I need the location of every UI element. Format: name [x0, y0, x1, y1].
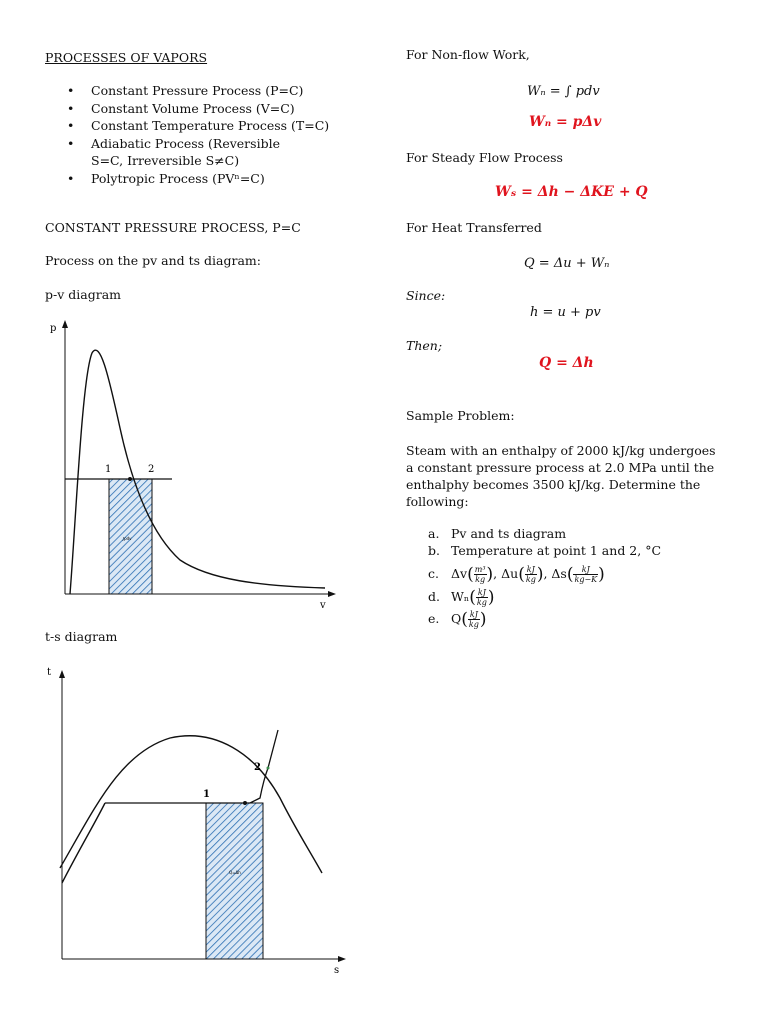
ts-liquid-line	[62, 803, 105, 883]
pv-y-arrow	[62, 320, 68, 328]
pv-state-point	[128, 477, 132, 481]
eq-nonflow-integral: Wₙ = ∫ pdv	[527, 84, 600, 99]
fraction: $\frac{kJ}{kg}$	[525, 565, 536, 584]
page-title: PROCESSES OF VAPORS	[45, 50, 208, 65]
ts-state-point	[243, 801, 247, 805]
pv-point-2: 2	[148, 464, 155, 475]
list-item: e. Q( $\frac{kJ}{kg}$ )	[428, 609, 487, 630]
eq-nonflow-work: Wₙ = pΔv	[529, 114, 602, 130]
nonflow-heading: For Non-flow Work,	[406, 47, 530, 62]
question-list	[406, 525, 736, 631]
work-text: Wₙ	[451, 588, 470, 604]
heat-text: Q	[451, 611, 462, 626]
ts-point-2: 2	[254, 762, 261, 773]
ts-x-arrow	[338, 956, 346, 962]
section-heading: CONSTANT PRESSURE PROCESS, P=C	[45, 220, 301, 235]
item-label: e.	[428, 611, 440, 626]
pv-x-arrow	[328, 591, 336, 597]
item-text: Pv and ts diagram	[451, 526, 567, 541]
heat-heading: For Heat Transferred	[406, 220, 542, 235]
item-label: d.	[428, 588, 440, 604]
item-label: a.	[428, 526, 440, 541]
pv-point-1: 1	[105, 464, 112, 475]
process-text: Process on the pv and ts diagram:	[45, 253, 261, 268]
sample-heading: Sample Problem:	[406, 408, 515, 423]
since-label: Since:	[406, 288, 446, 303]
fraction: $\frac{\text{m³}}{kg}$	[474, 565, 486, 584]
item-label: c.	[428, 566, 439, 581]
ts-diagram-label: t-s diagram	[45, 629, 118, 644]
item-label: b.	[428, 543, 440, 558]
delta-s-text: , Δs	[543, 566, 567, 581]
process-list	[45, 82, 345, 187]
fraction: $\frac{kJ}{kg}$	[476, 587, 487, 607]
ts-diagram	[40, 658, 350, 978]
pv-diagram	[40, 318, 340, 618]
ts-point-1: 1	[203, 789, 210, 800]
ts-point-2-marker	[267, 767, 270, 770]
list-item	[406, 525, 736, 542]
list-item	[406, 542, 736, 559]
then-label: Then;	[406, 338, 443, 353]
pv-area-label: ∫pdv	[122, 536, 132, 541]
steady-flow-heading: For Steady Flow Process	[406, 150, 563, 165]
ts-saturation-dome	[60, 736, 322, 873]
ts-area-label: Q=Δh	[229, 870, 241, 875]
ts-x-label: s	[334, 965, 340, 976]
pv-x-label: v	[320, 600, 326, 611]
delta-v-text: Δv	[451, 566, 468, 581]
list-item: c. Δv( $\frac{\text{m³}}{kg}$ ), Δu( $\frac{kJ}{kg}$ ), Δs( $\frac{kJ}{kg-K}$ )	[428, 564, 605, 585]
eq-heat: Q = Δu + Wₙ	[524, 256, 610, 271]
fraction: $\frac{kJ}{kg-K}$	[574, 565, 598, 584]
ts-area	[206, 803, 263, 959]
pv-y-label: p	[50, 323, 57, 334]
eq-steady-flow: Wₛ = Δh − ΔKE + Q	[495, 184, 648, 200]
eq-since: h = u + pv	[530, 305, 601, 320]
list-item: • Polytropic Process (PVⁿ=C)	[45, 170, 345, 188]
delta-u-text: , Δu	[493, 566, 519, 581]
ts-y-label: t	[47, 667, 52, 678]
item-text: Temperature at point 1 and 2, °C	[451, 543, 662, 558]
problem-text: Steam with an enthalpy of 2000 kJ/kg undergoes a constant pressure process at 2.0 MPa until the enthalphy becomes 3500 kJ/kg. Determine the following:	[406, 443, 716, 509]
list-item: • Constant Volume Process (V=C)	[45, 100, 345, 118]
ts-y-arrow	[59, 670, 65, 678]
list-item: • Constant Temperature Process (T=C)	[45, 117, 345, 135]
list-item: d. Wₙ( $\frac{kJ}{kg}$ )	[428, 587, 495, 607]
fraction: $\frac{kJ}{kg}$	[468, 610, 479, 629]
pv-diagram-label: p-v diagram	[45, 287, 121, 302]
eq-then: Q = Δh	[539, 355, 594, 371]
list-item: • Constant Pressure Process (P=C)	[45, 82, 345, 100]
list-item: • Adiabatic Process (Reversible S=C, Irreversible S≠C)	[45, 135, 311, 170]
